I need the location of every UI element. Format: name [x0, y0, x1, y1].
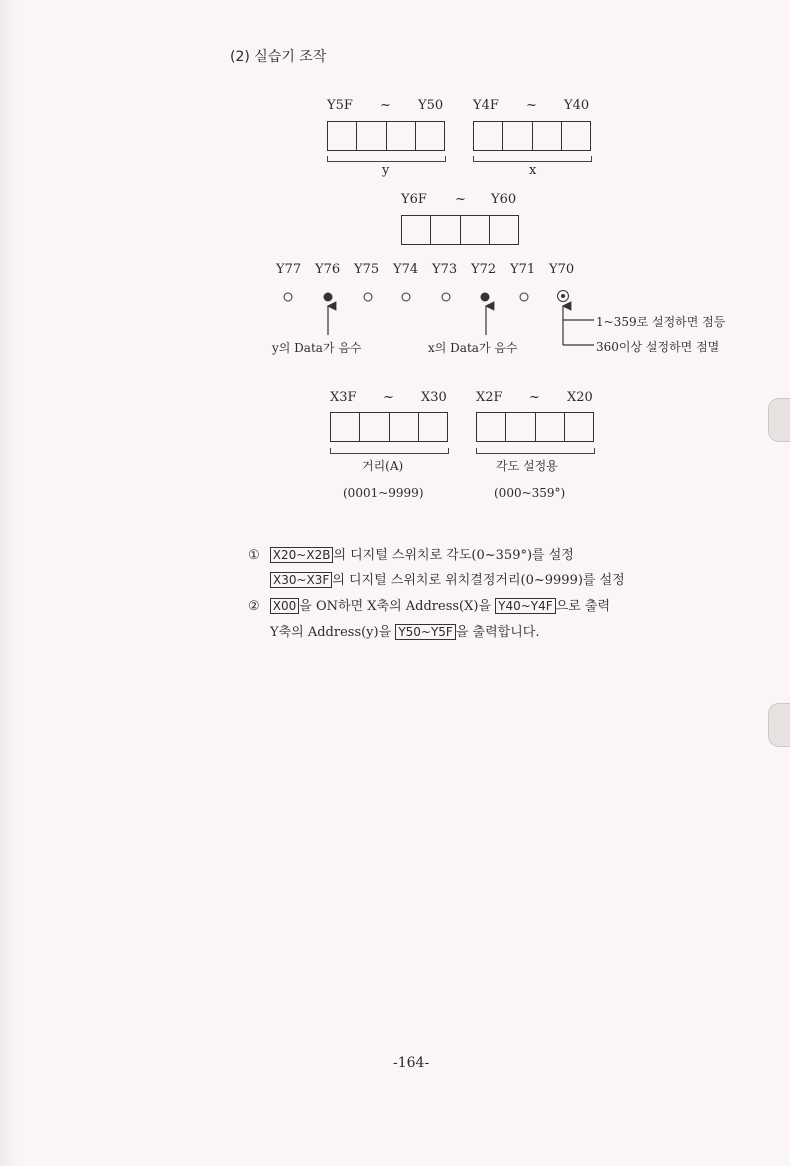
- register-label-tilde: ~: [455, 192, 466, 207]
- bracket: [330, 448, 449, 454]
- register-label-end: Y40: [564, 98, 590, 113]
- register-label-tilde: ~: [526, 98, 537, 113]
- register-label-start: Y4F: [473, 98, 499, 113]
- register-label-end: X30: [421, 390, 447, 405]
- output-range-box: Y50~Y5F: [395, 624, 456, 640]
- note-x-negative: x의 Data가 음수: [428, 341, 518, 355]
- output-label: Y75: [354, 262, 380, 277]
- step-text: 을 출력합니다.: [455, 625, 540, 640]
- page-number: -164-: [393, 1055, 430, 1071]
- register-label-end: X20: [567, 390, 593, 405]
- register-label-end: Y60: [491, 192, 517, 207]
- switch-box: X00: [270, 598, 300, 614]
- caption-distance: 거리(A): [362, 459, 404, 473]
- lamp-y77-off: [284, 293, 292, 301]
- step-1b: [270, 569, 625, 588]
- register-label-start: X3F: [330, 390, 357, 405]
- output-label: Y74: [393, 262, 419, 277]
- output-label: Y77: [276, 262, 302, 277]
- limits-distance: (0001~9999): [343, 486, 424, 500]
- lamp-y73-off: [442, 293, 450, 301]
- register-label-tilde: ~: [380, 98, 391, 113]
- caption-angle: 각도 설정용: [496, 459, 558, 473]
- lamp-y75-off: [364, 293, 372, 301]
- register-label-tilde: ~: [383, 390, 394, 405]
- output-label: Y72: [471, 262, 497, 277]
- register-label-start: Y5F: [327, 98, 353, 113]
- axis-label-y: y: [382, 163, 390, 178]
- axis-label-x: x: [529, 163, 537, 178]
- register-label-tilde: ~: [529, 390, 540, 405]
- note-on-range: 1~359로 설정하면 점등: [596, 315, 726, 329]
- step-mark: ①: [248, 548, 260, 563]
- lamp-y72-on: [481, 293, 490, 302]
- step-text: 의 디지털 스위치로 위치결정거리(0~9999)를 설정: [332, 573, 625, 588]
- register-x2f-x20: [476, 412, 594, 442]
- step-text: Y축의 Address(y)을: [270, 625, 392, 640]
- step-mark: ②: [248, 599, 260, 614]
- lamp-y76-on: [324, 293, 333, 302]
- register-x3f-x30: [330, 412, 448, 442]
- lamp-y74-off: [402, 293, 410, 301]
- step-text: 을 ON하면 X축의 Address(X)을: [299, 599, 492, 614]
- step-text: 의 디지털 스위치로 각도(0~359°)를 설정: [333, 548, 574, 563]
- bracket: [476, 448, 595, 454]
- switch-range-box: X30~X3F: [270, 572, 332, 588]
- step-1: [248, 544, 574, 563]
- step-3: [270, 621, 539, 640]
- note-y-negative: y의 Data가 음수: [272, 341, 362, 355]
- register-label-end: Y50: [418, 98, 444, 113]
- output-label: Y76: [315, 262, 341, 277]
- switch-range-box: X20~X2B: [270, 547, 334, 563]
- note-blink-range: 360이상 설정하면 점멸: [596, 340, 720, 354]
- step-2: [248, 595, 610, 614]
- register-label-start: Y6F: [401, 192, 427, 207]
- limits-angle: (000~359°): [494, 486, 566, 500]
- step-text: 으로 출력: [555, 599, 611, 614]
- lamp-y71-off: [520, 293, 528, 301]
- section-heading: (2) 실습기 조작: [230, 49, 327, 65]
- output-range-box: Y40~Y4F: [495, 598, 556, 614]
- output-label: Y71: [510, 262, 536, 277]
- output-label: Y70: [549, 262, 575, 277]
- output-label: Y73: [432, 262, 458, 277]
- register-label-start: X2F: [476, 390, 503, 405]
